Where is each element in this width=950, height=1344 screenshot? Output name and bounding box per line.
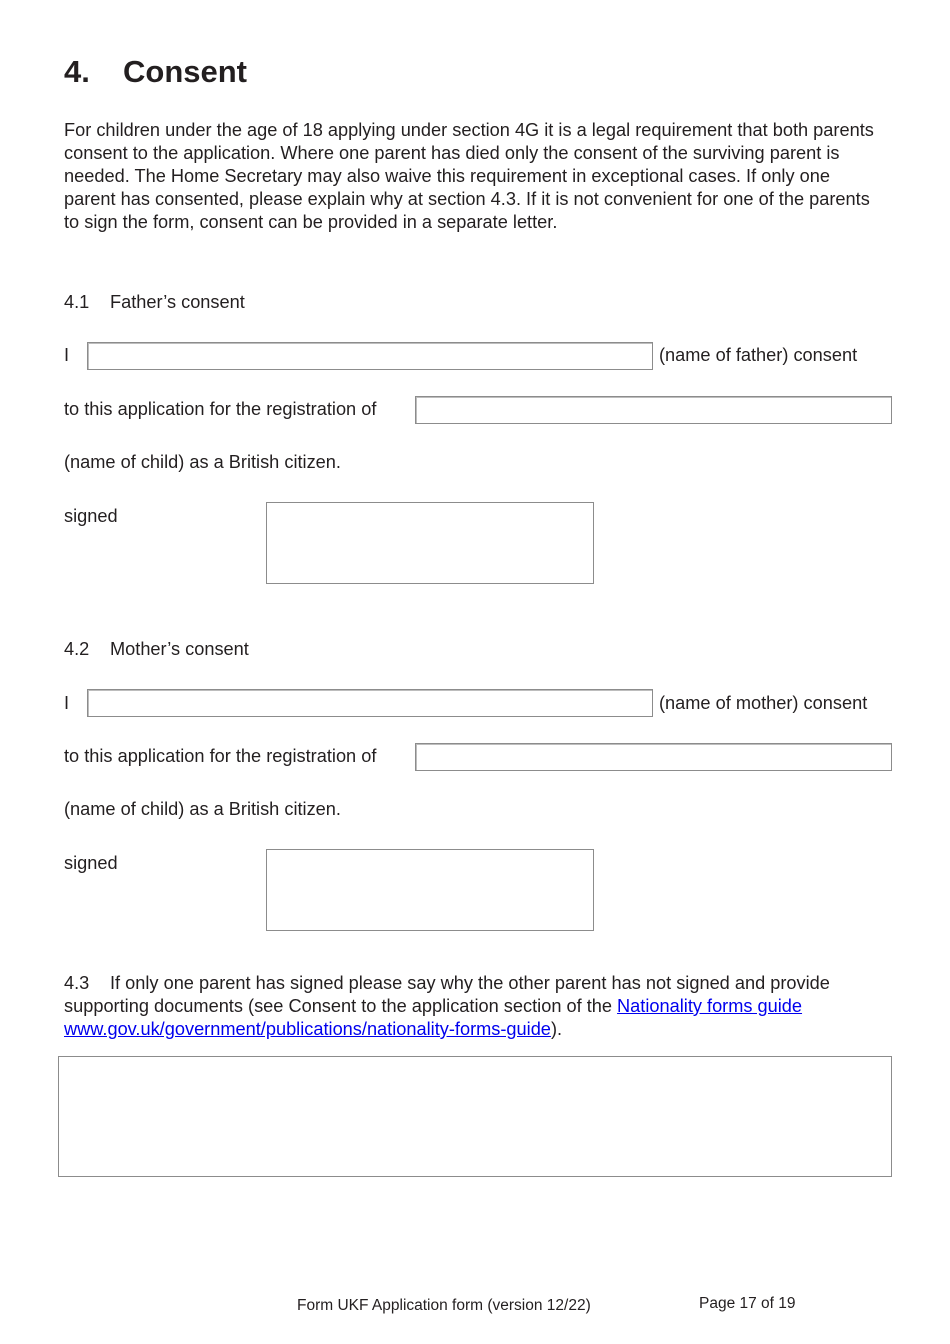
intro-paragraph: For children under the age of 18 applying under section 4G it is a legal requirement that both parents consent to the application. Where one parent has died only the consent of the surviving parent is needed. The Home Secretary may also waive this requirement in exceptional cases. If only one parent has consented, please explain why at section 4.3. If it is not convenient for one of the parents to sign the form, consent can be provided in a separate letter. (64, 120, 874, 232)
mother-child-name-input[interactable] (415, 743, 892, 771)
note-text-before: If only one parent has signed please say why the other parent has not signed and provide supporting documents (see Consent to the application section of the (64, 973, 830, 1016)
one-parent-reason-textarea[interactable] (58, 1056, 892, 1177)
footer-page-number: Page 17 of 19 (699, 1295, 796, 1312)
mother-consent-heading (64, 638, 249, 661)
father-section-label: Father’s consent (110, 292, 245, 312)
mother-name-suffix: (name of mother) consent (659, 693, 868, 713)
mother-section-number: 4.2 (64, 639, 90, 659)
mother-signed-label: signed (64, 853, 118, 873)
father-consent-heading (64, 291, 245, 314)
father-name-suffix: (name of father) consent (659, 345, 858, 365)
father-child-suffix: (name of child) as a British citizen. (64, 452, 341, 472)
mother-child-suffix: (name of child) as a British citizen. (64, 799, 341, 819)
mother-name-input[interactable] (87, 689, 653, 717)
father-section-number: 4.1 (64, 292, 90, 312)
father-registration-text: to this application for the registration of (64, 399, 377, 419)
mother-signature-box[interactable] (266, 849, 594, 931)
father-signed-label: signed (64, 506, 118, 526)
father-child-name-input[interactable] (415, 396, 892, 424)
one-parent-note (64, 972, 884, 1041)
section-number: 4. (64, 54, 90, 89)
section-heading (64, 52, 247, 92)
father-signature-box[interactable] (266, 502, 594, 584)
footer-form-name: Form UKF Application form (version 12/22) (297, 1297, 591, 1314)
nationality-forms-guide-link[interactable]: Nationality forms guide www.gov.uk/government/publications/nationality-forms-guide (64, 996, 803, 1039)
mother-registration-text: to this application for the registration of (64, 746, 377, 766)
father-name-input[interactable] (87, 342, 653, 370)
note-text-after: ). (550, 1019, 563, 1039)
page-title: Consent (123, 54, 247, 89)
mother-prefix: I (64, 693, 70, 713)
mother-section-label: Mother’s consent (110, 639, 249, 659)
father-prefix: I (64, 345, 70, 365)
note-section-number: 4.3 (64, 973, 90, 993)
